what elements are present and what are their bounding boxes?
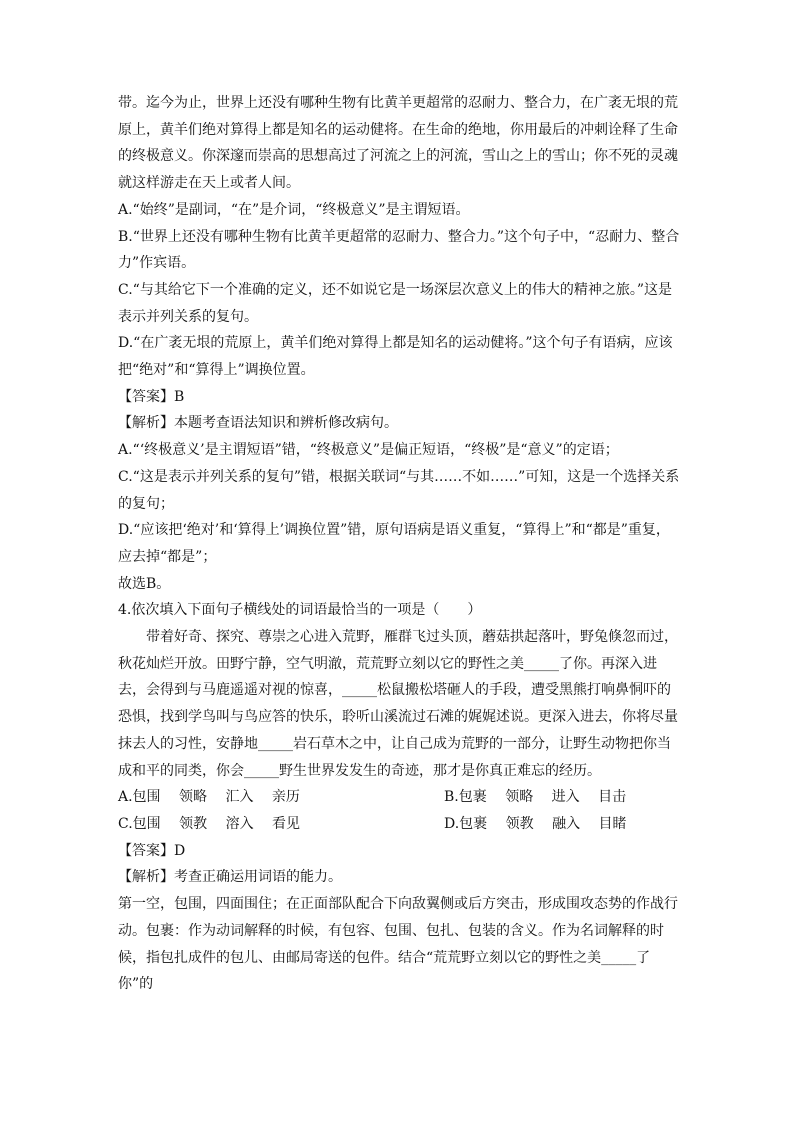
q3-analysis-heading: 【解析】本题考查语法知识和辨析修改病句。: [118, 415, 398, 432]
q3-analysis-a: A.“‘终极意义’是主谓短语”错，“终极意义”是偏正短语，“终极”是“意义”的定语；: [118, 442, 619, 459]
q4-option-d: D.包裹 领教 融入 目睹: [444, 815, 627, 832]
q3-option-a: A.“始终”是副词，“在”是介词，“终极意义”是主谓短语。: [118, 201, 470, 218]
q4-analysis-body: 第一空，包围，四面围住；在正面部队配合下向敌翼侧或后方突击，形成围攻态势的作战行动。包裹：作为动词解释的时候，有包容、包围、包扎、包装的含义。作为名词解释的时候，指包扎成件的包儿、由邮局寄送的包件。结合“荒荒野立刻以它的野性之美_____了你”的: [118, 896, 678, 993]
q3-answer: 【答案】B: [118, 388, 185, 405]
q4-option-a: A.包围 领略 汇入 亲历: [118, 789, 300, 806]
q3-analysis-d: D.“应该把‘绝对’和‘算得上’调换位置”错，原句语病是语义重复，“算得上”和“都是”重复，应去掉“都是”；: [118, 522, 670, 565]
q4-option-c: C.包围 领教 溶入 看见: [118, 815, 301, 832]
q4-analysis-heading: 【解析】考查正确运用词语的能力。: [118, 869, 342, 886]
q4-answer: 【答案】D: [118, 842, 186, 859]
q3-analysis-c: C.“这是表示并列关系的复句”错，根据关联词“与其……不如……”可知，这是一个选择关系的复句；: [118, 468, 680, 512]
q4-stem: 4.依次填入下面句子横线处的词语最恰当的一项是（ ）: [118, 602, 482, 619]
q3-conclusion: 故选B。: [118, 575, 171, 592]
q3-option-d: D.“在广袤无垠的荒原上，黄羊们绝对算得上都是知名的运动健将。”这个句子有语病，应该把“绝对”和“算得上”调换位置。: [118, 335, 673, 379]
q4-option-b: B.包裹 领略 进入 目击: [444, 789, 627, 806]
q3-option-c: C.“与其给它下一个准确的定义，还不如说它是一场深层次意义上的伟大的精神之旅。”这是表示并列关系的复句。: [118, 281, 672, 325]
q3-option-b: B.“世界上还没有哪种生物有比黄羊更超常的忍耐力、整合力。”这个句子中，“忍耐力、整合力”作宾语。: [118, 228, 680, 272]
q4-passage: 带着好奇、探究、尊崇之心进入荒野，雁群飞过头顶，蘑菇拱起落叶，野兔倏忽而过，秋花灿烂开放。田野宁静，空气明澈，荒荒野立刻以它的野性之美_____了你。再深入进去，会得到与马鹿遥遥对视的惊喜，_____松鼠搬松塔砸人的手段，遭受黑熊打响鼻恫吓的恐惧，找到学鸟叫与鸟应答的快乐，聆听山溪流过石滩的娓娓述说。更深入进去，你将尽量抹去人的习性，安静地_____岩石草木之中，让自己成为荒野的一部分，让野生动物把你当成和平的同类，你会_____野生世界发发生的奇迹，那才是你真正难忘的经历。: [118, 629, 678, 779]
q4-options: [118, 784, 680, 837]
passage-tail: 带。迄今为止，世界上还没有哪种生物有比黄羊更超常的忍耐力、整合力，在广袤无垠的荒原上，黄羊们绝对算得上都是知名的运动健将。在生命的绝地，你用最后的冲刺诠释了生命的终极意义。你深邃而崇高的思想高过了河流之上的河流，雪山之上的雪山；你不死的灵魂就这样游走在天上或者人间。: [118, 95, 678, 192]
document-page: [118, 90, 680, 998]
